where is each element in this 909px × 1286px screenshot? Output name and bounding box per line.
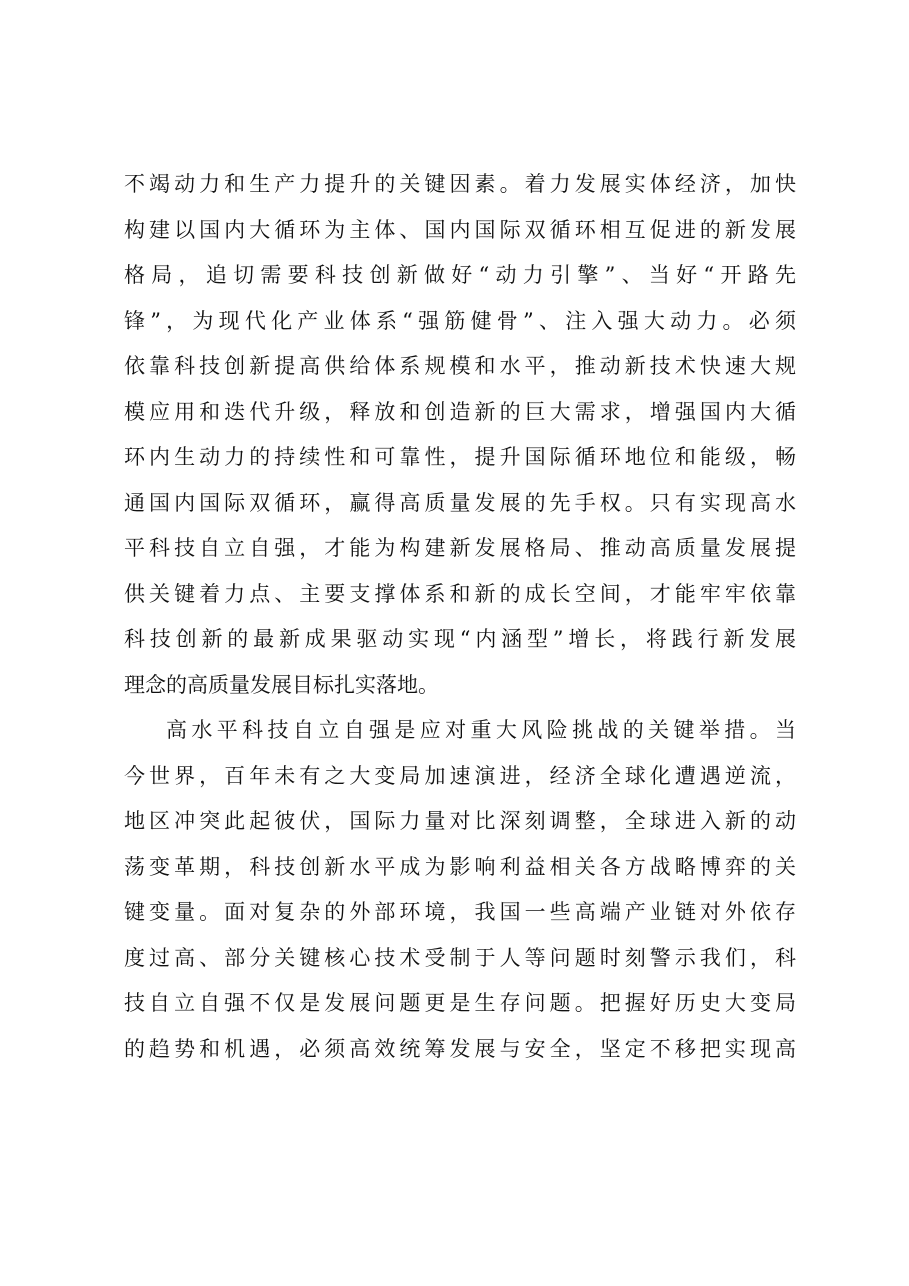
text-line: 锋”，为现代化产业体系“强筋健骨”、注入强大动力。必须 xyxy=(124,308,796,333)
text-line: 不竭动力和生产力提升的关键因素。着力发展实体经济，加快 xyxy=(124,172,796,196)
text-line: 键变量。面对复杂的外部环境，我国一些高端产业链对外依存 xyxy=(124,900,796,924)
text-line: 今世界，百年未有之大变局加速演进，经济全球化遭遇逆流， xyxy=(124,763,796,788)
text-line: 通国内国际双循环，赢得高质量发展的先手权。只有实现高水 xyxy=(124,490,796,515)
text-line: 供关键着力点、主要支撑体系和新的成长空间，才能牢牢依靠 xyxy=(124,581,796,606)
paragraph-1 xyxy=(124,162,796,708)
text-line: 荡变革期，科技创新水平成为影响利益相关各方战略博弈的关 xyxy=(124,854,796,879)
text-line: 技自立自强不仅是发展问题更是生存问题。把握好历史大变局 xyxy=(124,991,796,1015)
document-body xyxy=(124,162,796,1072)
text-line: 模应用和迭代升级，释放和创造新的巨大需求，增强国内大循 xyxy=(124,399,796,424)
text-line: 理念的高质量发展目标扎实落地。 xyxy=(124,672,439,697)
text-line: 环内生动力的持续性和可靠性，提升国际循环地位和能级，畅 xyxy=(124,445,796,469)
text-line: 构建以国内大循环为主体、国内国际双循环相互促进的新发展 xyxy=(124,217,796,242)
text-line: 格局，追切需要科技创新做好“动力引擎”、当好“开路先 xyxy=(124,263,796,287)
text-line: 度过高、部分关键核心技术受制于人等问题时刻警示我们，科 xyxy=(124,945,796,970)
text-line: 依靠科技创新提高供给体系规模和水平，推动新技术快速大规 xyxy=(124,354,796,378)
text-line: 平科技自立自强，才能为构建新发展格局、推动高质量发展提 xyxy=(124,536,796,560)
text-line: 地区冲突此起彼伏，国际力量对比深刻调整，全球进入新的动 xyxy=(124,809,796,833)
text-line: 科技创新的最新成果驱动实现“内涵型”增长，将践行新发展 xyxy=(124,627,796,651)
paragraph-2 xyxy=(124,708,796,1072)
text-line: 的趋势和机遇，必须高效统筹发展与安全，坚定不移把实现高 xyxy=(124,1036,796,1061)
text-line: 高水平科技自立自强是应对重大风险挑战的关键举措。当 xyxy=(166,718,796,742)
